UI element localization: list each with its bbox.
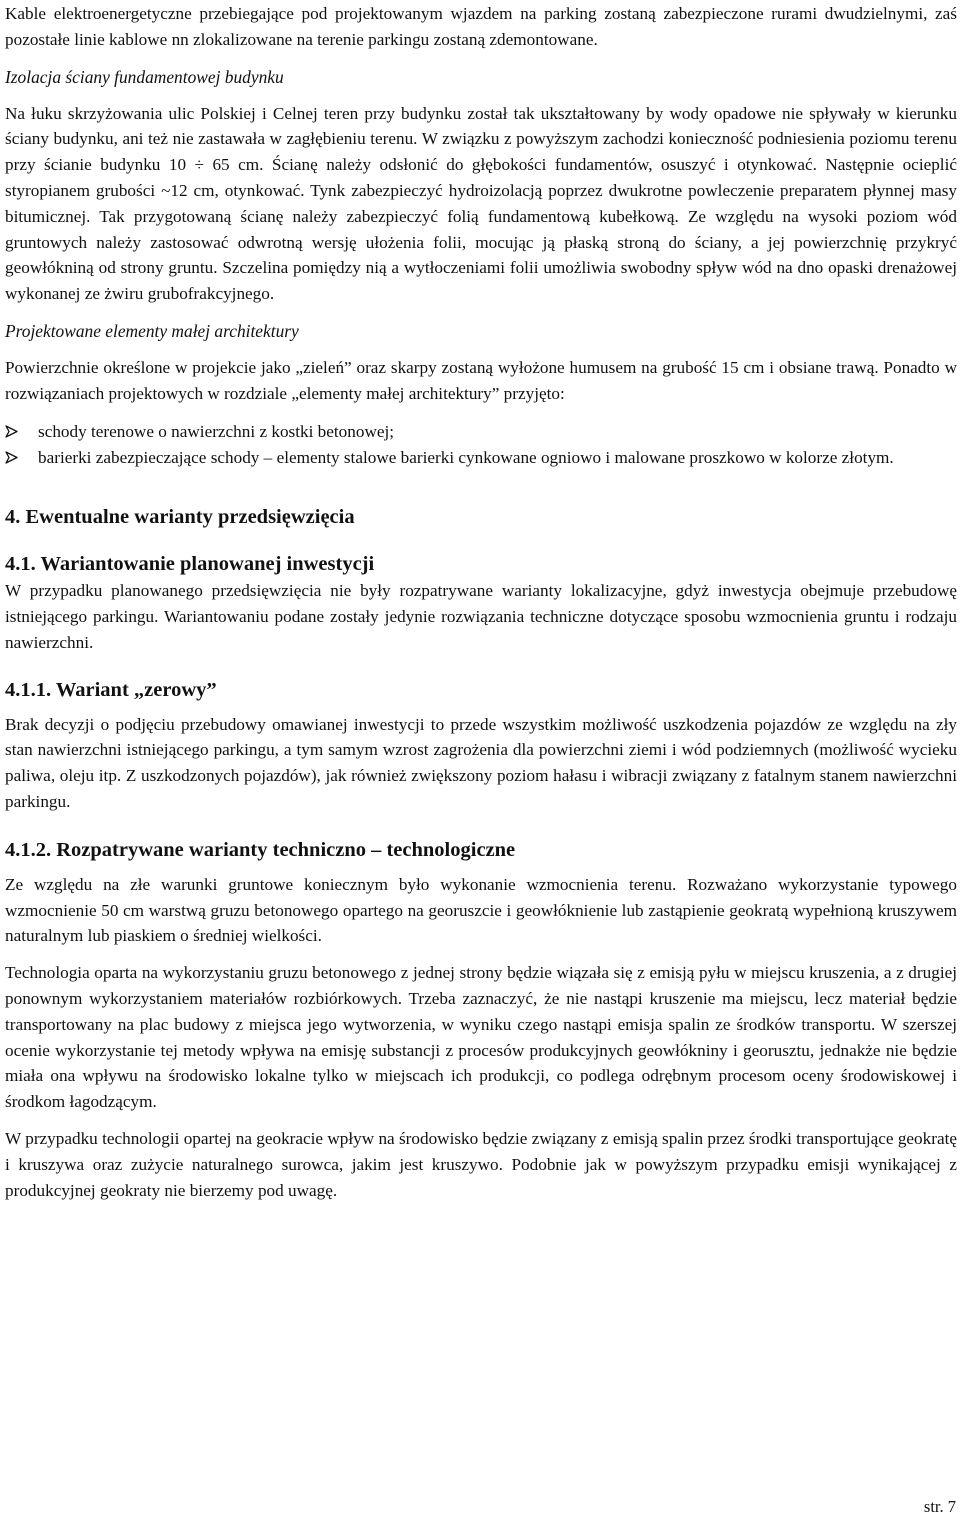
section-4-1-2-paragraph-3: W przypadku technologii opartej na geokracie wpływ na środowisko będzie związany z emisją spalin przez środki transportujące geokratę i kruszywa oraz zużycie naturalnego surowca, jakim jest kruszywo. Podobnie jak w powyższym przypadku emisji wynikającej z produkcyjnej geokraty nie bierzemy pod uwagę. [5, 1128, 957, 1200]
section-4-1-1-heading: 4.1.1. Wariant „zerowy” [5, 678, 217, 701]
list-item [5, 419, 957, 445]
list-item [5, 445, 957, 471]
section-4-1-heading: 4.1. Wariantowanie planowanej inwestycji [5, 553, 375, 576]
section-4-1-2-paragraph-2: Technologia oparta na wykorzystaniu gruzu betonowego z jednej strony będzie wiązała się z emisją pyłu w miejscu kruszenia, a z drugiej ponownym wykorzystaniem materiałów rozbiórkowych. Trzeba zaznaczyć, że nie nastąpi kruszenie ma miejscu, lecz materiał będzie transportowany na plac budowy z miejsca jego wytworzenia, w wyniku czego nastąpi emisja spalin ze środków transportu. W szerszej ocenie wykorzystanie tej metody wpływa na emisję substancji z procesów produkcyjnych geowłókniny i georusztu, jednakże nie będzie miała ona wpływu na środowisko lokalne tylko w miejscach ich produkcji, co podlega odrębnym procesom oceny środowiskowej i środkom łagodzącym. [5, 963, 957, 1112]
section-4-1-paragraph: W przypadku planowanego przedsięwzięcia nie były rozpatrywane warianty lokalizacyjne, gdyż inwestycja obejmuje przebudowę istniejącego parkingu. Wariantowaniu podane zostały jedynie rozwiązania techniczne dotyczące sposobu wzmocnienia gruntu i rodzaju nawierzchni. [5, 581, 957, 652]
architektura-paragraph: Powierzchnie określone w projekcie jako „zieleń” oraz skarpy zostaną wyłożone humusem na grubość 15 cm i obsiane trawą. Ponadto w rozwiązaniach projektowych w rozdziale „elementy małej architektury” przyjęto: [5, 357, 957, 403]
list-item-text: schody terenowe o nawierzchni z kostki betonowej; [38, 421, 395, 441]
arrow-bullet-icon [5, 425, 18, 438]
page-number: str. 7 [923, 1497, 956, 1516]
document-page [5, 0, 957, 1203]
section-4-1-2-paragraph-1: Ze względu na złe warunki gruntowe koniecznym było wykonanie wzmocnienia terenu. Rozważano wykorzystanie typowego wzmocnienie 50 cm warstwą gruzu betonowego opartego na georuszcie i geowłóknienie lub zastąpienie geokratą wypełnioną kruszywem naturalnym lub piaskiem o średniej wielkości. [5, 874, 957, 946]
list-item-text: barierki zabezpieczające schody – elementy stalowe barierki cynkowane ogniowo i malowane proszkowo w kolorze złotym. [38, 448, 894, 468]
architektura-list [5, 419, 957, 472]
section-4-1-2-heading: 4.1.2. Rozpatrywane warianty techniczno – technologiczne [5, 838, 516, 861]
architektura-heading: Projektowane elementy małej architektury [5, 320, 299, 341]
section-4-1-1-paragraph: Brak decyzji o podjęciu przebudowy omawianej inwestycji to przede wszystkim możliwość uszkodzenia pojazdów ze względu na zły stan nawierzchni istniejącego parkingu, a tym samym wzrost zagrożenia dla powierzchni ziemi i wód podziemnych (możliwość wycieku paliwa, oleju itp. Z uszkodzonych pojazdów), jak również zwiększony poziom hałasu i wibracji związany z fatalnym stanem nawierzchni parkingu. [5, 714, 957, 811]
izolacja-heading: Izolacja ściany fundamentowej budynku [5, 66, 284, 87]
arrow-bullet-icon [5, 451, 18, 464]
izolacja-paragraph: Na łuku skrzyżowania ulic Polskiej i Celnej teren przy budynku został tak ukształtowany by wody opadowe nie spływały w kierunku ściany budynku, ani też nie zastawała w zagłębieniu terenu. W związku z powyższym zachodzi konieczność podniesienia poziomu terenu przy ścianie budynku 10 ÷ 65 cm. Ścianę należy odsłonić do głębokości fundamentów, osuszyć i otynkować. Następnie ocieplić styropianem grubości ~12 cm, otynkować. Tynk zabezpieczyć hydroizolacją poprzez dwukrotne powleczenie preparatem płynnej masy bitumicznej. Tak przygotowaną ścianę należy zabezpieczyć folią fundamentową kubełkową. Ze względu na wysoki poziom wód gruntowych należy zastosować odwrotną wersję ułożenia folii, mocując ją płaską stroną do ściany, a jej powierzchnię przykryć geowłókniną od strony gruntu. Szczelina pomiędzy nią a wytłoczeniami folii umożliwia swobodny spływ wód na dno opaski drenażowej wykonanej ze żwiru grubofrakcyjnego. [5, 103, 957, 304]
section-4-heading: 4. Ewentualne warianty przedsięwzięcia [5, 506, 355, 529]
intro-paragraph: Kable elektroenergetyczne przebiegające pod projektowanym wjazdem na parking zostaną zabezpieczone rurami dwudzielnymi, zaś pozostałe linie kablowe nn zlokalizowane na terenie parkingu zostaną zdemontowane. [5, 4, 957, 49]
